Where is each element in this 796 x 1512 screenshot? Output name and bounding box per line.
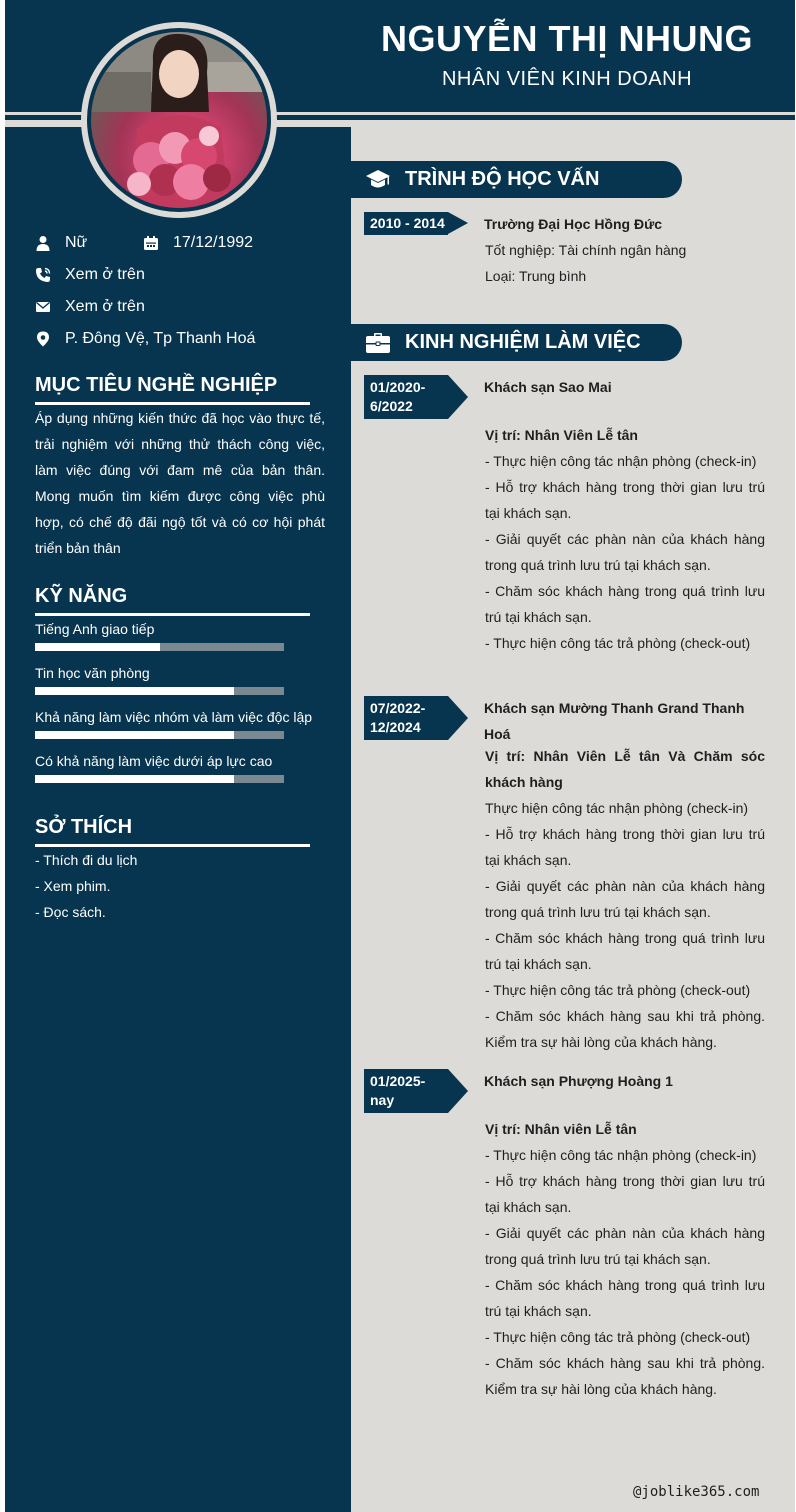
job-date-end: nay (370, 1092, 395, 1108)
skill-bar (35, 687, 284, 695)
skill-bar (35, 731, 284, 739)
skills-rule (35, 613, 310, 616)
education-school: Trường Đại Học Hồng Đức (484, 216, 663, 232)
job-position: Vị trí: Nhân Viên Lễ tân (485, 427, 638, 443)
job-duty: - Thực hiện công tác nhận phòng (check-in) (485, 1147, 757, 1163)
envelope-icon (35, 299, 51, 315)
job-details (485, 1116, 765, 1402)
job-date-start: 01/2025- (370, 1073, 426, 1089)
contact-address (35, 330, 255, 348)
skill-label: Khả năng làm việc nhóm và làm việc độc lập (35, 709, 313, 725)
job-duty: - Chăm sóc khách hàng trong quá trình lưu trú tại khách sạn. (485, 1277, 765, 1319)
contact-birthday (143, 234, 253, 252)
experience-section-header (351, 324, 682, 361)
job-company: Khách sạn Sao Mai (484, 379, 612, 395)
skill-label: Tin học văn phòng (35, 665, 150, 681)
skill-bar (35, 643, 284, 651)
job-details (485, 743, 765, 1055)
job-company: Khách sạn Phượng Hoàng 1 (484, 1073, 673, 1089)
job-duty: - Giải quyết các phàn nàn của khách hàng trong quá trình lưu trú tại khách sạn. (485, 878, 765, 920)
skill-bar-fill (35, 731, 234, 739)
education-date: 2010 - 2014 (364, 212, 448, 235)
job-date (364, 375, 448, 419)
hobby-item: - Đọc sách. (35, 904, 106, 920)
calendar-icon (143, 235, 159, 251)
job-duty: - Thực hiện công tác nhận phòng (check-in) (485, 453, 757, 469)
job-date (364, 696, 448, 740)
job-duty: - Thực hiện công tác trả phòng (check-out) (485, 982, 751, 998)
job-entry (484, 695, 765, 1065)
job-date-tag (364, 375, 468, 419)
skill-bar-fill (35, 775, 234, 783)
job-position: Vị trí: Nhân Viên Lễ tân Và Chăm sóc khách hàng (485, 748, 765, 790)
footer-watermark: @joblike365.com (633, 1484, 760, 1500)
candidate-name: NGUYỄN THỊ NHUNG (380, 18, 753, 59)
education-date-tag (364, 212, 468, 235)
job-duty: - Thực hiện công tác trả phòng (check-out) (485, 635, 751, 651)
avatar (91, 32, 267, 208)
skill-bar (35, 775, 284, 783)
job-position: Vị trí: Nhân viên Lễ tân (485, 1121, 637, 1137)
job-duty: - Chăm sóc khách hàng trong quá trình lưu trú tại khách sạn. (485, 583, 765, 625)
phone-value: Xem ở trên (65, 266, 145, 283)
skills-heading: KỸ NĂNG (35, 585, 128, 607)
job-date-end: 6/2022 (370, 398, 413, 414)
job-entry (484, 374, 765, 664)
education-line: Loại: Trung bình (485, 268, 587, 284)
job-duty: - Chăm sóc khách hàng sau khi trả phòng. Kiểm tra sự hài lòng của khách hàng. (485, 1355, 765, 1397)
map-marker-icon (35, 331, 51, 347)
cv-page (5, 0, 795, 1512)
objective-text: Áp dụng những kiến thức đã học vào thực tế, trải nghiệm với những thử thách công việc, làm việc đúng với đam mê của bản thân. Mong muốn tìm kiếm được công việc phù hợp, có chế độ đãi ngộ tốt và có cơ hội phát triển bản thân (35, 410, 325, 556)
job-entry (484, 1068, 765, 1408)
job-duty: - Giải quyết các phàn nàn của khách hàng trong quá trình lưu trú tại khách sạn. (485, 531, 765, 573)
hobby-item: - Thích đi du lịch (35, 852, 138, 868)
education-section-header (351, 161, 682, 198)
job-duty: - Hỗ trợ khách hàng trong thời gian lưu trú tại khách sạn. (485, 1173, 765, 1215)
experience-heading: KINH NGHIỆM LÀM VIỆC (405, 331, 641, 353)
job-duty: - Hỗ trợ khách hàng trong thời gian lưu trú tại khách sạn. (485, 826, 765, 868)
avatar-photo (91, 32, 267, 208)
education-details (485, 237, 765, 289)
job-duty: Thực hiện công tác nhận phòng (check-in) (485, 800, 749, 816)
briefcase-icon (365, 330, 391, 356)
hobby-item: - Xem phim. (35, 878, 111, 894)
contact-gender (35, 234, 87, 252)
job-date-end: 12/2024 (370, 719, 421, 735)
objective-heading: MỤC TIÊU NGHỀ NGHIỆP (35, 374, 278, 396)
job-date-tag (364, 696, 468, 740)
education-line: Tốt nghiệp: Tài chính ngân hàng (485, 242, 687, 258)
email-value: Xem ở trên (65, 298, 145, 315)
education-heading: TRÌNH ĐỘ HỌC VẤN (405, 168, 600, 190)
education-entry (484, 211, 765, 291)
address-value: P. Đông Vệ, Tp Thanh Hoá (65, 330, 256, 347)
contact-email (35, 298, 145, 316)
job-duty: - Chăm sóc khách hàng trong quá trình lưu trú tại khách sạn. (485, 930, 765, 972)
gender-value: Nữ (65, 234, 88, 251)
skill-label: Tiếng Anh giao tiếp (35, 621, 155, 637)
skill-bar-fill (35, 687, 234, 695)
job-date-tag (364, 1069, 468, 1113)
job-duty: - Thực hiện công tác trả phòng (check-out) (485, 1329, 751, 1345)
candidate-role: NHÂN VIÊN KINH DOANH (441, 68, 693, 90)
hobbies-heading: SỞ THÍCH (35, 816, 133, 838)
job-company: Khách sạn Mường Thanh Grand Thanh Hoá (484, 700, 745, 742)
user-icon (35, 235, 51, 251)
phone-icon (35, 267, 51, 283)
job-duty: - Chăm sóc khách hàng sau khi trả phòng. Kiểm tra sự hài lòng của khách hàng. (485, 1008, 765, 1050)
job-date-start: 07/2022- (370, 700, 426, 716)
hobbies-rule (35, 844, 310, 847)
skill-label: Có khả năng làm việc dưới áp lực cao (35, 753, 273, 769)
job-duty: - Giải quyết các phàn nàn của khách hàng trong quá trình lưu trú tại khách sạn. (485, 1225, 765, 1267)
job-date-start: 01/2020- (370, 379, 426, 395)
job-details (485, 422, 765, 656)
graduation-cap-icon (365, 167, 391, 193)
skill-bar-fill (35, 643, 160, 651)
job-date (364, 1069, 448, 1113)
contact-phone (35, 266, 145, 284)
job-duty: - Hỗ trợ khách hàng trong thời gian lưu trú tại khách sạn. (485, 479, 765, 521)
birthday-value: 17/12/1992 (173, 234, 254, 251)
